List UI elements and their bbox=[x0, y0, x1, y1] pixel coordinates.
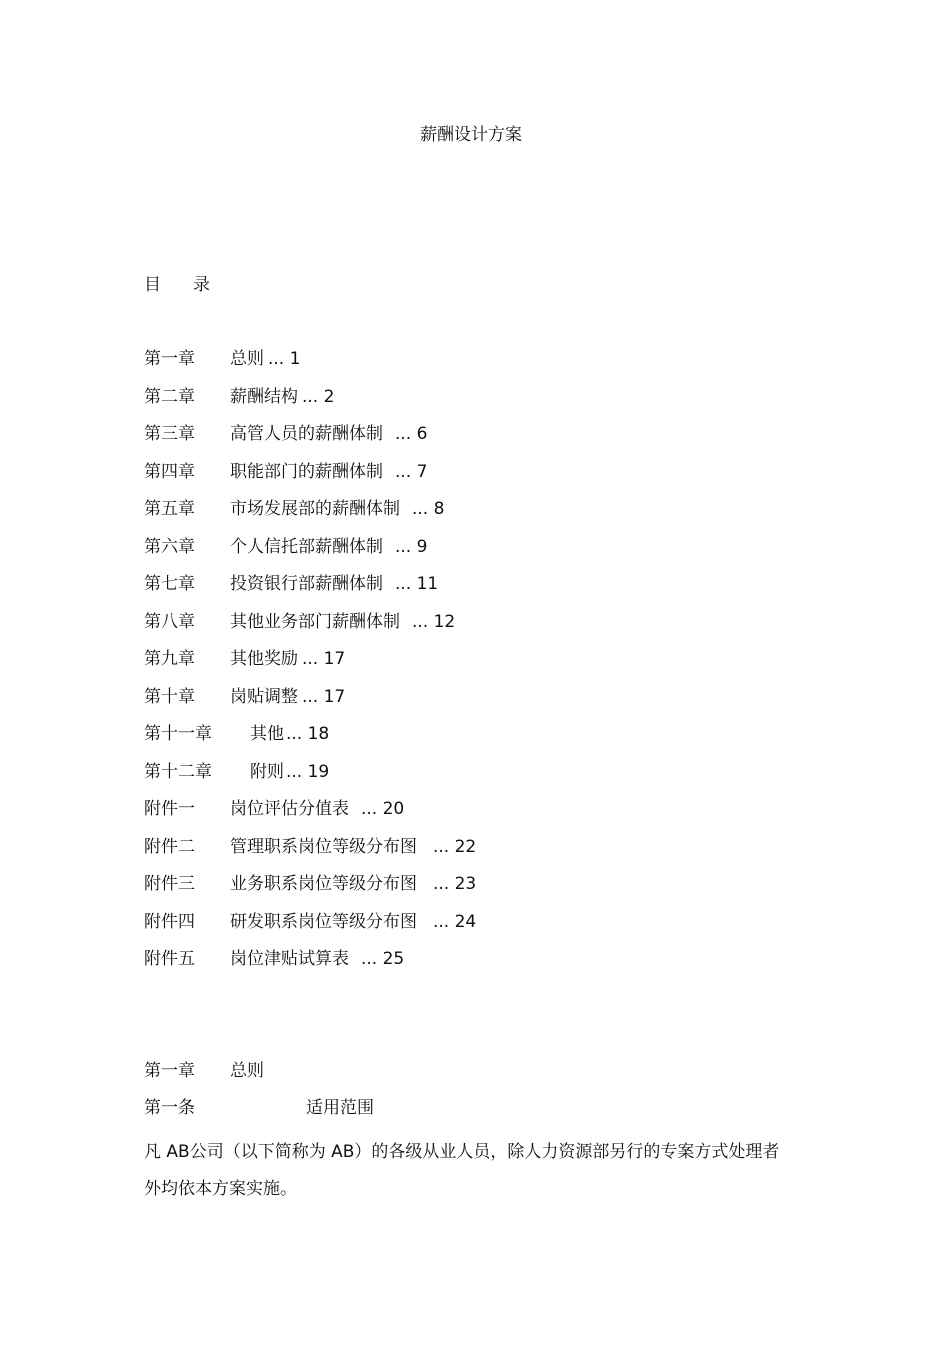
toc-heading bbox=[144, 274, 210, 296]
toc-chapter-label: 第六章 bbox=[144, 536, 195, 557]
toc-chapter-label: 第三章 bbox=[144, 424, 195, 444]
toc-title: 高管人员的薪酬体制 ... 6 bbox=[230, 424, 428, 444]
toc-chapter-label: 第九章 bbox=[144, 649, 195, 669]
toc-title: 市场发展部的薪酬体制 ... 8 bbox=[230, 499, 445, 519]
toc-chapter-label: 第四章 bbox=[144, 461, 195, 482]
toc-chapter-label: 附件四 bbox=[144, 911, 195, 932]
toc-page-ref: ... 17 bbox=[302, 649, 346, 669]
toc-page-ref: ... 11 bbox=[395, 574, 439, 594]
article-name: 适用范围 bbox=[306, 1098, 374, 1118]
toc-chapter-label: 第七章 bbox=[144, 574, 195, 594]
toc-chapter-label: 附件三 bbox=[144, 874, 195, 894]
toc-page-ref: ... 25 bbox=[361, 949, 405, 969]
toc-page-ref: ... 1 bbox=[268, 349, 301, 369]
toc-chapter-label: 第二章 bbox=[144, 386, 195, 407]
toc-page-ref: ... 2 bbox=[302, 386, 335, 407]
toc-title: 投资银行部薪酬体制 ... 11 bbox=[230, 574, 439, 594]
toc-title: 其他奖励 ... 17 bbox=[230, 649, 346, 669]
toc-heading-part2: 录 bbox=[193, 275, 210, 295]
toc-chapter-label: 第十二章 bbox=[144, 761, 212, 782]
toc-page-ref: ... 24 bbox=[433, 911, 477, 932]
toc-title: 薪酬结构 ... 2 bbox=[230, 386, 335, 407]
document-title: 薪酬设计方案 bbox=[420, 125, 522, 145]
toc-chapter-label: 第十章 bbox=[144, 686, 195, 707]
toc-page-ref: ... 17 bbox=[302, 686, 346, 707]
toc-chapter-label: 第一章 bbox=[144, 349, 195, 369]
toc-page-ref: ... 18 bbox=[286, 724, 330, 744]
toc-title: 其他 ... 18 bbox=[250, 724, 330, 744]
toc-title: 业务职系岗位等级分布图 ... 23 bbox=[230, 874, 477, 894]
toc-title: 研发职系岗位等级分布图 ... 24 bbox=[230, 911, 477, 932]
toc-heading-part1: 目 bbox=[144, 275, 161, 295]
toc-page-ref: ... 20 bbox=[361, 799, 405, 819]
toc-page-ref: ... 8 bbox=[412, 499, 445, 519]
toc-title: 附则 ... 19 bbox=[250, 761, 330, 782]
toc-title: 岗位评估分值表 ... 20 bbox=[230, 799, 405, 819]
toc-title: 其他业务部门薪酬体制 ... 12 bbox=[230, 611, 456, 632]
toc-title: 岗贴调整 ... 17 bbox=[230, 686, 346, 707]
toc-page-ref: ... 7 bbox=[395, 461, 428, 482]
chapter-name: 总则 bbox=[230, 1061, 264, 1081]
toc-title: 总则 ... 1 bbox=[230, 349, 301, 369]
toc-chapter-label: 第十一章 bbox=[144, 724, 212, 744]
toc-chapter-label: 第五章 bbox=[144, 499, 195, 519]
toc-title: 管理职系岗位等级分布图 ... 22 bbox=[230, 836, 477, 857]
toc-page-ref: ... 12 bbox=[412, 611, 456, 632]
toc-title: 岗位津贴试算表 ... 25 bbox=[230, 949, 405, 969]
toc-chapter-label: 附件五 bbox=[144, 949, 195, 969]
article-paragraph: 凡 AB公司（以下简称为 AB）的各级从业人员，除人力资源部另行的专案方式处理者外均依本方案实施。 bbox=[144, 1142, 780, 1199]
toc-title: 个人信托部薪酬体制 ... 9 bbox=[230, 536, 428, 557]
toc-chapter-label: 附件一 bbox=[144, 799, 195, 819]
toc-chapter-label: 第八章 bbox=[144, 611, 195, 632]
article-label: 第一条 bbox=[144, 1098, 195, 1118]
chapter-label: 第一章 bbox=[144, 1061, 195, 1081]
toc-page-ref: ... 19 bbox=[286, 761, 330, 782]
toc-chapter-label: 附件二 bbox=[144, 836, 195, 857]
toc-page-ref: ... 22 bbox=[433, 836, 477, 857]
toc-title: 职能部门的薪酬体制 ... 7 bbox=[230, 461, 428, 482]
toc-page-ref: ... 6 bbox=[395, 424, 428, 444]
toc-page-ref: ... 9 bbox=[395, 536, 428, 557]
toc-page-ref: ... 23 bbox=[433, 874, 477, 894]
